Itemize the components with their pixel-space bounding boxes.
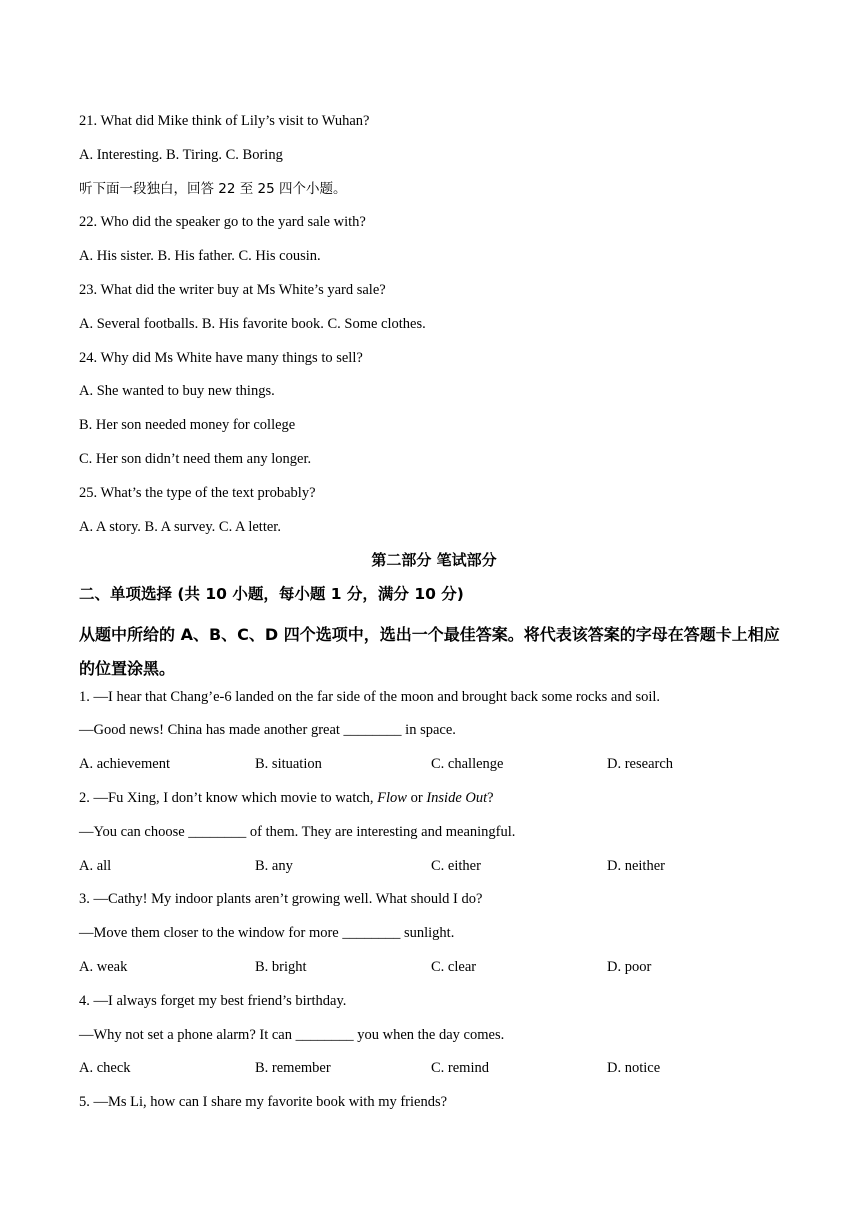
mc-question-3: 3. —Cathy! My indoor plants aren’t growing well. What should I do? xyxy=(79,891,483,908)
mc-question-4-options xyxy=(79,1058,789,1078)
option-c: C. challenge xyxy=(431,756,504,773)
question-24-option-b: B. Her son needed money for college xyxy=(79,417,296,434)
mc-question-1: 1. —I hear that Chang’e-6 landed on the far side of the moon and brought back some rocks and soil. xyxy=(79,688,661,705)
mc-question-1-reply: —Good news! China has made another great ________ in space. xyxy=(79,722,456,739)
option-c: C. clear xyxy=(431,958,477,975)
mc-question-1-options xyxy=(79,754,789,774)
q2-or: or xyxy=(406,789,427,806)
mc-question-5: 5. —Ms Li, how can I share my favorite book with my friends? xyxy=(79,1094,448,1111)
question-23-options: A. Several footballs. B. His favorite book. C. Some clothes. xyxy=(79,315,426,332)
option-d: D. notice xyxy=(607,1060,661,1077)
option-a: A. weak xyxy=(79,958,128,975)
option-b: B. remember xyxy=(255,1060,331,1077)
mc-question-3-options xyxy=(79,957,789,977)
mc-question-2-options xyxy=(79,856,789,876)
option-c: C. remind xyxy=(431,1060,489,1077)
option-a: A. check xyxy=(79,1060,131,1077)
question-22: 22. Who did the speaker go to the yard sale with? xyxy=(79,214,366,231)
option-a: A. achievement xyxy=(79,756,170,773)
section-heading: 二、单项选择 (共 10 小题，每小题 1 分，满分 10 分) xyxy=(79,585,464,604)
part-two-title: 第二部分 笔试部分 xyxy=(371,551,497,570)
mc-question-4-reply: —Why not set a phone alarm? It can ________ you when the day comes. xyxy=(79,1026,505,1043)
movie-title-inside-out: Inside Out xyxy=(426,789,488,806)
question-24: 24. Why did Ms White have many things to sell? xyxy=(79,349,363,366)
section-instruction: 从题中所给的 A、B、C、D 四个选项中，选出一个最佳答案。将代表该答案的字母在答题卡上相应的位置涂黑。 xyxy=(79,624,780,678)
option-d: D. research xyxy=(607,756,674,773)
mc-question-2-reply: —You can choose ________ of them. They are interesting and meaningful. xyxy=(79,823,516,840)
question-21-options: A. Interesting. B. Tiring. C. Boring xyxy=(79,146,283,163)
option-c: C. either xyxy=(431,857,481,874)
option-d: D. neither xyxy=(607,857,665,874)
option-b: B. any xyxy=(255,857,293,874)
q2-text: 2. —Fu Xing, I don’t know which movie to watch, xyxy=(79,789,378,806)
question-25-options: A. A story. B. A survey. C. A letter. xyxy=(79,518,281,535)
option-d: D. poor xyxy=(607,958,652,975)
question-24-option-a: A. She wanted to buy new things. xyxy=(79,383,275,400)
page-content xyxy=(79,111,789,1126)
question-21: 21. What did Mike think of Lily’s visit to Wuhan? xyxy=(79,113,370,129)
question-22-options: A. His sister. B. His father. C. His cousin. xyxy=(79,248,321,265)
question-24-option-c: C. Her son didn’t need them any longer. xyxy=(79,450,312,467)
mc-question-4: 4. —I always forget my best friend’s birthday. xyxy=(79,992,347,1009)
question-23: 23. What did the writer buy at Ms White’s yard sale? xyxy=(79,281,386,298)
movie-title-flow: Flow xyxy=(377,789,407,806)
mc-question-3-reply: —Move them closer to the window for more ________ sunlight. xyxy=(79,925,455,942)
option-b: B. situation xyxy=(255,756,322,773)
mc-question-2 xyxy=(79,788,789,808)
monologue-instruction: 听下面一段独白，回答 22 至 25 四个小题。 xyxy=(79,180,347,197)
option-b: B. bright xyxy=(255,958,307,975)
question-25: 25. What’s the type of the text probably? xyxy=(79,484,316,501)
q2-end: ? xyxy=(487,789,494,806)
option-a: A. all xyxy=(79,857,112,874)
